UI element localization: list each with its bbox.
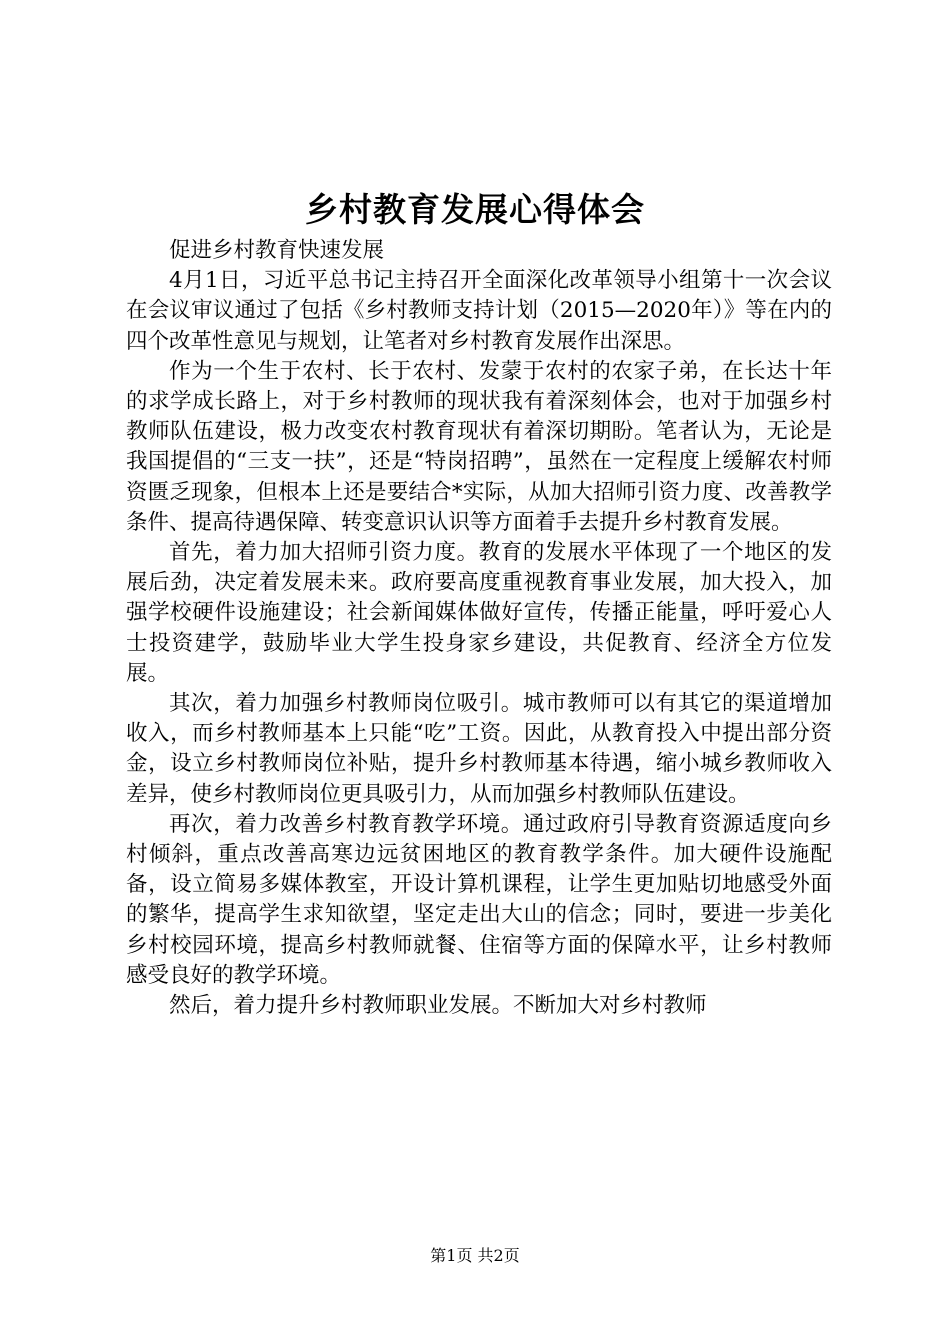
paragraph-subtitle: 促进乡村教育快速发展 — [169, 238, 385, 263]
paragraph: 4月1日，习近平总书记主持召开全面深化改革领导小组第十一次会议在会议审议通过了包括《乡村教师支持计划（2015—2020年）》等在内的四个改革性意见与规划，让笔者对乡村教育发展作出深思。 — [126, 268, 832, 354]
document-body — [126, 236, 832, 1021]
paragraph: 其次，着力加强乡村教师岗位吸引。城市教师可以有其它的渠道增加收入，而乡村教师基本上只能“吃”工资。因此，从教育投入中提出部分资金，设立乡村教师岗位补贴，提升乡村教师基本待遇，缩小城乡教师收入差异，使乡村教师岗位更具吸引力，从而加强乡村教师队伍建设。 — [126, 691, 832, 807]
paragraph: 然后，着力提升乡村教师职业发展。不断加大对乡村教师 — [169, 993, 707, 1019]
paragraph: 再次，着力改善乡村教育教学环境。通过政府引导教育资源适度向乡村倾斜，重点改善高寒边远贫困地区的教育教学条件。加大硬件设施配备，设立简易多媒体教室，开设计算机课程，让学生更加贴切地感受外面的繁华，提高学生求知欲望，坚定走出大山的信念；同时，要进一步美化乡村校园环境，提高乡村教师就餐、住宿等方面的保障水平，让乡村教师感受良好的教学环境。 — [126, 811, 832, 988]
paragraph: 首先，着力加大招师引资力度。教育的发展水平体现了一个地区的发展后劲，决定着发展未来。政府要高度重视教育事业发展，加大投入，加强学校硬件设施建设；社会新闻媒体做好宣传，传播正能量，呼吁爱心人士投资建学，鼓励毕业大学生投身家乡建设，共促教育、经济全方位发展。 — [126, 540, 832, 686]
page-number-footer: 第1页 共2页 — [430, 1246, 520, 1265]
document-title: 乡村教育发展心得体会 — [305, 190, 645, 229]
paragraph: 作为一个生于农村、长于农村、发蒙于农村的农家子弟，在长达十年的求学成长路上，对于乡村教师的现状我有着深刻体会，也对于加强乡村教师队伍建设，极力改变农村教育现状有着深切期盼。笔者认为，无论是我国提倡的“三支一扶”，还是“特岗招聘”，虽然在一定程度上缓解农村师资匮乏现象，但根本上还是要结合*实际，从加大招师引资力度、改善教学条件、提高待遇保障、转变意识认识等方面着手去提升乡村教育发展。 — [126, 358, 832, 535]
